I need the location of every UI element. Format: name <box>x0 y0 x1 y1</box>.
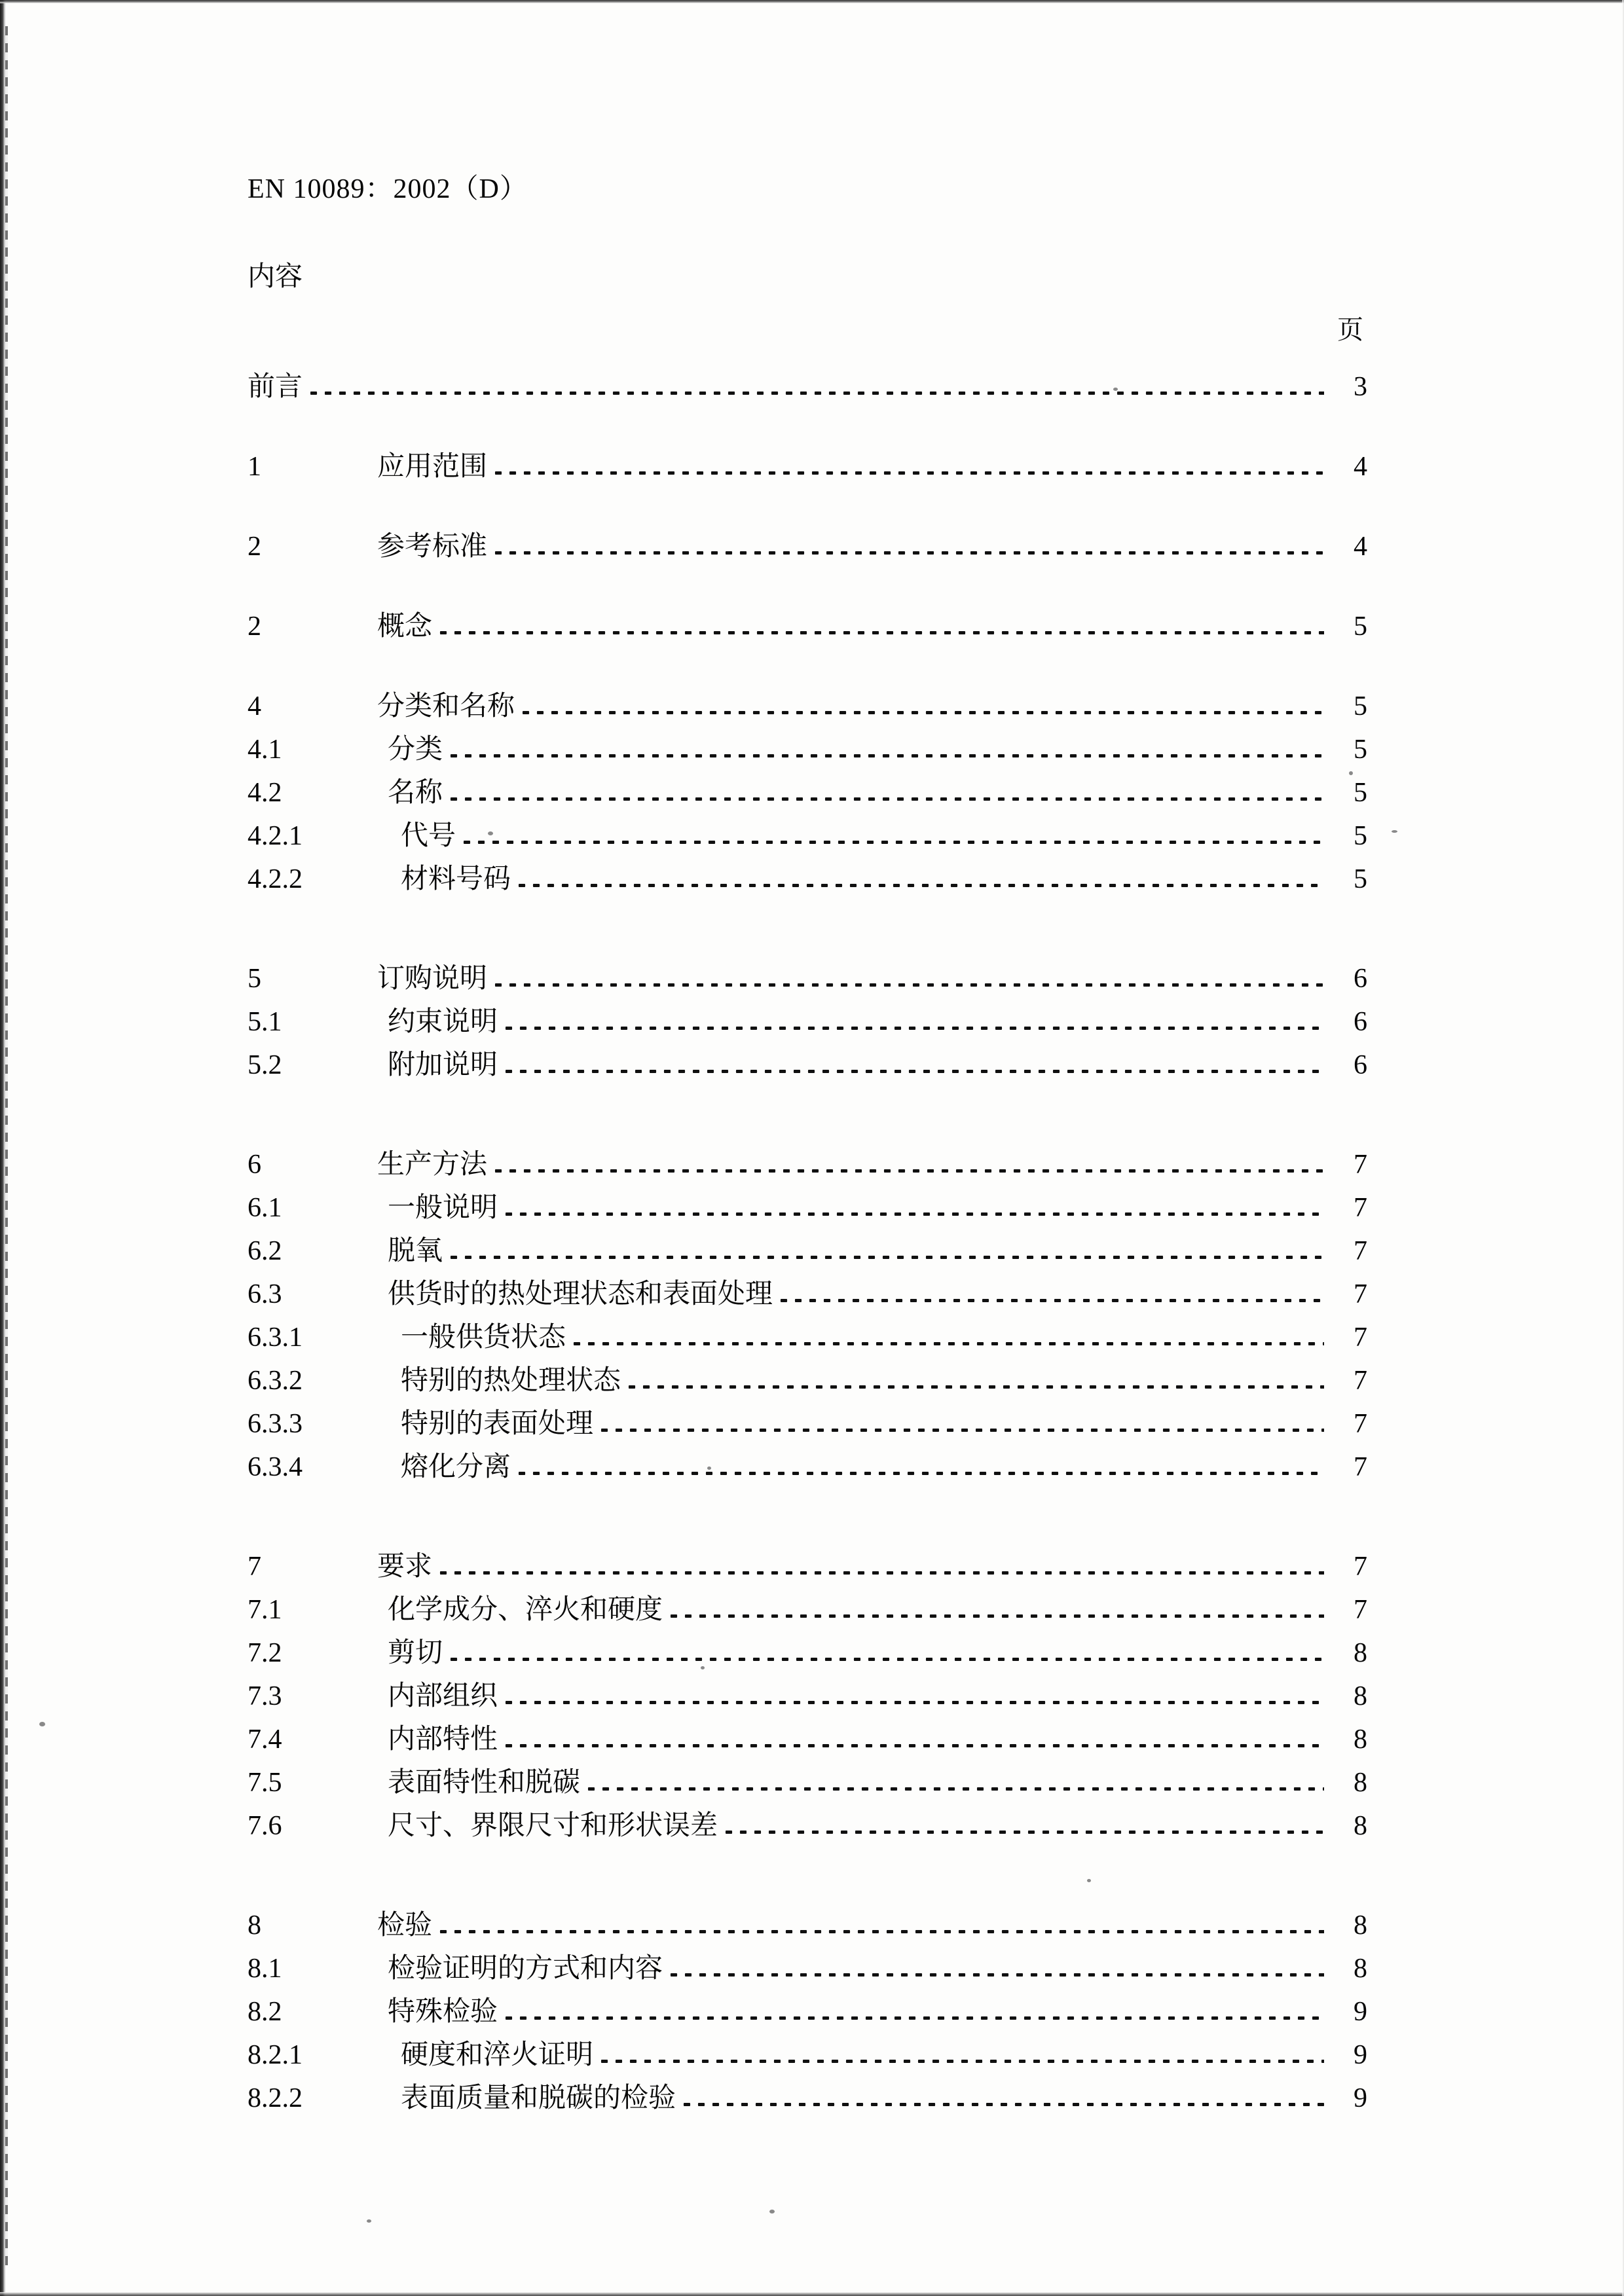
toc-group-separator <box>248 893 1367 949</box>
toc-entry-page: 9 <box>1354 1997 1367 2027</box>
toc-entry-label: 订购说明 <box>377 964 488 994</box>
toc-entry-page: 7 <box>1354 1279 1367 1309</box>
toc-list <box>248 401 1367 2112</box>
toc-entry-label: 表面特性和脱碳 <box>388 1768 581 1798</box>
toc-leader-dots <box>625 1367 1324 1394</box>
toc-entry-number: 6.3.4 <box>248 1452 303 1482</box>
contents-heading: 内容 <box>248 262 303 292</box>
toc-row[interactable] <box>248 1896 1367 1939</box>
toc-entry-page: 7 <box>1354 1322 1367 1353</box>
toc-entry-label: 分类和名称 <box>377 691 515 721</box>
toc-leader-dots <box>502 1008 1324 1036</box>
scan-binding-artifact <box>5 26 8 2265</box>
toc-entry-number: 7.6 <box>248 1811 282 1841</box>
toc-row[interactable] <box>248 1753 1367 1796</box>
toc-entry-page: 6 <box>1354 1050 1367 1080</box>
toc-entry-page: 8 <box>1354 1681 1367 1711</box>
toc-row[interactable] <box>248 850 1367 893</box>
toc-row[interactable] <box>248 517 1367 560</box>
toc-entry-page: 8 <box>1354 1724 1367 1755</box>
toc-entry-label: 内部组织 <box>388 1681 498 1711</box>
toc-row[interactable] <box>248 720 1367 763</box>
toc-leader-dots <box>667 1955 1324 1982</box>
toc-group-separator <box>248 1481 1367 1537</box>
toc-leader-dots <box>584 1769 1324 1796</box>
toc-leader-dots <box>491 965 1324 993</box>
toc-row[interactable] <box>248 1265 1367 1308</box>
toc-row[interactable] <box>248 1351 1367 1394</box>
toc-entry-page: 6 <box>1354 1007 1367 1037</box>
toc-group-separator <box>248 1840 1367 1896</box>
toc-entry-label: 附加说明 <box>388 1050 498 1080</box>
toc-leader-dots <box>502 1194 1324 1222</box>
toc-row[interactable] <box>248 1982 1367 2026</box>
toc-entry-label: 特殊检验 <box>388 1997 498 2027</box>
toc-entry-label: 要求 <box>377 1552 433 1582</box>
toc-entry-label: 检验 <box>377 1910 433 1941</box>
scan-speck <box>1392 830 1397 833</box>
toc-entry-label: 特别的表面处理 <box>401 1409 594 1439</box>
toc-entry-label: 检验证明的方式和内容 <box>388 1954 663 1984</box>
toc-leader-dots <box>519 693 1324 720</box>
scan-edge-bottom-artifact <box>0 2292 1624 2296</box>
toc-row[interactable] <box>248 437 1367 481</box>
toc-row[interactable] <box>248 1135 1367 1178</box>
toc-entry-page: 5 <box>1354 735 1367 765</box>
toc-entry-number: 6.3 <box>248 1279 282 1309</box>
toc-entry-page: 9 <box>1354 2083 1367 2113</box>
toc-entry-number: 4.2.2 <box>248 864 303 894</box>
toc-leader-dots <box>447 1639 1324 1667</box>
toc-row[interactable] <box>248 1308 1367 1351</box>
toc-row[interactable] <box>248 1710 1367 1753</box>
toc-leader-dots <box>502 1051 1324 1079</box>
toc-entry-number: 6 <box>248 1150 261 1180</box>
scan-edge-top-artifact <box>0 0 1624 3</box>
toc-entry-label: 一般说明 <box>388 1193 498 1223</box>
toc-entry-label: 分类 <box>388 735 443 765</box>
toc-entry-label: 生产方法 <box>377 1150 488 1180</box>
toc-leader-dots <box>777 1281 1324 1308</box>
toc-entry-page: 7 <box>1354 1452 1367 1482</box>
toc-entry-number: 8 <box>248 1910 261 1941</box>
toc-leader-dots <box>597 1410 1324 1438</box>
toc-group-separator <box>248 640 1367 677</box>
toc-entry-page: 8 <box>1354 1910 1367 1941</box>
toc-entry-label: 名称 <box>388 778 443 808</box>
scan-speck <box>769 2210 775 2214</box>
toc-entry-label: 硬度和淬火证明 <box>401 2040 594 2070</box>
toc-entry-label: 概念 <box>377 611 433 642</box>
toc-entry-number: 4.2.1 <box>248 821 303 851</box>
toc-entry-number: 7.2 <box>248 1638 282 1668</box>
toc-leader-dots <box>722 1812 1324 1840</box>
toc-entry-number: 6.3.2 <box>248 1366 303 1396</box>
toc-entry-page: 3 <box>1354 372 1367 402</box>
toc-leader-dots <box>597 2041 1324 2069</box>
toc-row[interactable] <box>248 993 1367 1036</box>
toc-entry-number: 6.2 <box>248 1236 282 1266</box>
toc-leader-dots <box>491 533 1324 560</box>
toc-row[interactable] <box>248 677 1367 720</box>
toc-row[interactable] <box>248 1394 1367 1438</box>
toc-entry-number: 4 <box>248 691 261 721</box>
toc-leader-dots <box>570 1324 1324 1351</box>
toc-entry-number: 1 <box>248 452 261 482</box>
toc-entry-page: 9 <box>1354 2040 1367 2070</box>
toc-entry-number: 5.2 <box>248 1050 282 1080</box>
toc-entry-page: 7 <box>1354 1150 1367 1180</box>
toc-leader-dots <box>502 1683 1324 1710</box>
toc-entry-label: 熔化分离 <box>401 1452 511 1482</box>
toc-row[interactable] <box>248 2026 1367 2069</box>
toc-entry-page: 8 <box>1354 1954 1367 1984</box>
toc-entry-number: 8.2 <box>248 1997 282 2027</box>
toc-entry-number: 4.1 <box>248 735 282 765</box>
toc-row[interactable] <box>248 807 1367 850</box>
toc-entry-page: 5 <box>1354 864 1367 894</box>
toc-leader-dots <box>667 1596 1324 1624</box>
toc-entry-page: 5 <box>1354 611 1367 642</box>
toc-entry-page: 8 <box>1354 1768 1367 1798</box>
toc-entry-number: 6.1 <box>248 1193 282 1223</box>
toc-entry-label: 特别的热处理状态 <box>401 1366 621 1396</box>
toc-leader-dots <box>447 736 1324 763</box>
toc-entry-number: 4.2 <box>248 778 282 808</box>
toc-row[interactable] <box>248 949 1367 993</box>
toc-entry-label: 化学成分、淬火和硬度 <box>388 1595 663 1625</box>
toc-entry-page: 5 <box>1354 778 1367 808</box>
toc-entry-label: 供货时的热处理状态和表面处理 <box>388 1279 773 1309</box>
toc-entry-number: 7 <box>248 1552 261 1582</box>
toc-entry-number: 7.4 <box>248 1724 282 1755</box>
toc-entry-number: 6.3.1 <box>248 1322 303 1353</box>
toc-group-separator <box>248 401 1367 437</box>
toc-leader-dots <box>502 1998 1324 2026</box>
toc-entry-label: 一般供货状态 <box>401 1322 566 1353</box>
toc-leader-dots <box>436 613 1324 640</box>
toc-group-separator <box>248 560 1367 597</box>
toc-entry-label: 脱氧 <box>388 1236 443 1266</box>
toc-row[interactable] <box>248 597 1367 640</box>
toc-entry-number: 7.3 <box>248 1681 282 1711</box>
toc-row[interactable] <box>248 1667 1367 1710</box>
toc-entry-label: 应用范围 <box>377 452 488 482</box>
toc-entry-number: 8.2.1 <box>248 2040 303 2070</box>
toc-row[interactable] <box>248 1939 1367 1982</box>
toc-entry-number: 8.1 <box>248 1954 282 1984</box>
toc-leader-dots <box>436 1912 1324 1939</box>
toc-leader-dots <box>680 2085 1324 2112</box>
page-content <box>248 175 1367 2112</box>
toc-entry-page: 5 <box>1354 821 1367 851</box>
toc-entry-label: 前言 <box>248 372 303 402</box>
scan-speck <box>39 1722 45 1726</box>
toc-entry-label: 约束说明 <box>388 1007 498 1037</box>
toc-leader-dots <box>460 822 1324 850</box>
toc-leader-dots <box>491 1151 1324 1178</box>
toc-entry-number: 8.2.2 <box>248 2083 303 2113</box>
toc-entry-label: 内部特性 <box>388 1724 498 1755</box>
toc-leader-dots <box>515 1453 1324 1481</box>
toc-leader-dots <box>447 1237 1324 1265</box>
toc-entry-page: 7 <box>1354 1236 1367 1266</box>
standard-identifier: EN 10089：2002（D） <box>248 174 528 204</box>
toc-row[interactable] <box>248 763 1367 807</box>
toc-group-separator <box>248 1079 1367 1135</box>
toc-entry-number: 6.3.3 <box>248 1409 303 1439</box>
toc-entry-number: 7.5 <box>248 1768 282 1798</box>
toc-entry-label: 代号 <box>401 821 456 851</box>
toc-entry-page: 6 <box>1354 964 1367 994</box>
toc-leader-dots <box>491 453 1324 481</box>
toc-group-separator <box>248 481 1367 517</box>
toc-leader-dots <box>515 866 1324 893</box>
toc-row[interactable] <box>248 1624 1367 1667</box>
toc-row[interactable] <box>248 1580 1367 1624</box>
toc-entry-page: 4 <box>1354 452 1367 482</box>
toc-leader-dots <box>502 1726 1324 1753</box>
toc-row[interactable] <box>248 1222 1367 1265</box>
toc-leader-dots <box>306 373 1324 401</box>
toc-entry-page: 7 <box>1354 1409 1367 1439</box>
toc-entry-label: 参考标准 <box>377 532 488 562</box>
toc-entry-page: 8 <box>1354 1811 1367 1841</box>
toc-entry-page: 4 <box>1354 532 1367 562</box>
toc-entry-label: 剪切 <box>388 1638 443 1668</box>
toc-entry-number: 5 <box>248 964 261 994</box>
toc-entry-number: 5.1 <box>248 1007 282 1037</box>
toc-row[interactable] <box>248 1537 1367 1580</box>
toc-entry-label: 材料号码 <box>401 864 511 894</box>
toc-entry-page: 7 <box>1354 1595 1367 1625</box>
page-column-header: 页 <box>1337 315 1363 344</box>
toc-entry-label: 尺寸、界限尺寸和形状误差 <box>388 1811 718 1841</box>
scan-speck <box>367 2219 371 2223</box>
toc-entry-page: 7 <box>1354 1193 1367 1223</box>
toc-entry-label: 表面质量和脱碳的检验 <box>401 2083 676 2113</box>
toc-leader-dots <box>447 779 1324 807</box>
toc-entry-number: 2 <box>248 532 261 562</box>
toc-row[interactable] <box>248 1036 1367 1079</box>
toc-entry-page: 7 <box>1354 1366 1367 1396</box>
toc-row-foreword[interactable] <box>248 357 1367 401</box>
toc-entry-number: 7.1 <box>248 1595 282 1625</box>
toc-entry-page: 7 <box>1354 1552 1367 1582</box>
toc-entry-number: 2 <box>248 611 261 642</box>
toc-entry-page: 8 <box>1354 1638 1367 1668</box>
toc-leader-dots <box>436 1553 1324 1580</box>
toc-row[interactable] <box>248 1438 1367 1481</box>
toc-row[interactable] <box>248 1796 1367 1840</box>
toc-entry-page: 5 <box>1354 691 1367 721</box>
toc-row[interactable] <box>248 2069 1367 2112</box>
toc-row[interactable] <box>248 1178 1367 1222</box>
